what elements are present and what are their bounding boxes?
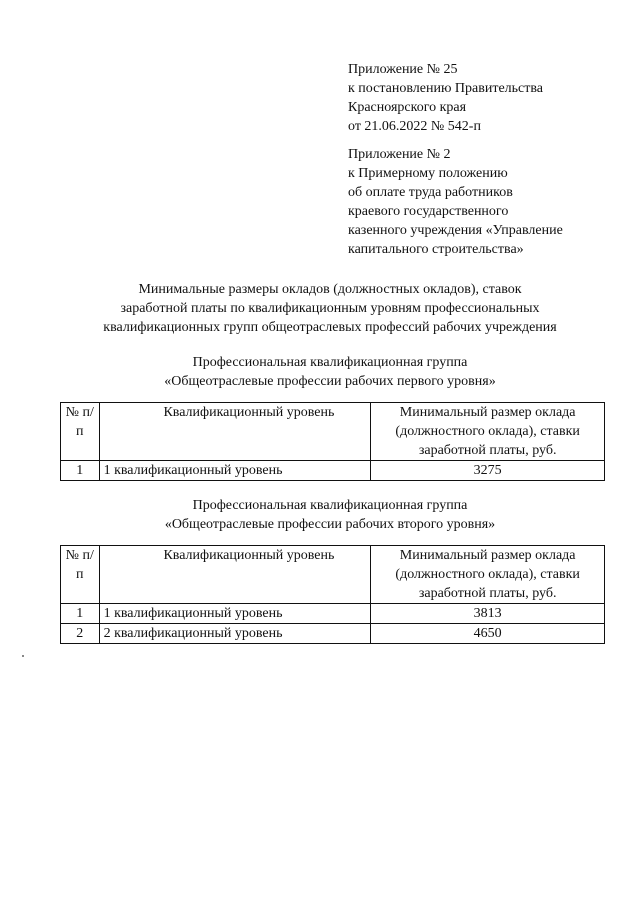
appendix-main-line: Красноярского края [348, 100, 467, 115]
header-salary: Минимальный размер оклада (должностного оклада), ставки заработной платы, руб. [371, 546, 605, 604]
row-level: 1 квалификационный уровень [99, 604, 371, 624]
row-num: 1 [61, 604, 100, 624]
document-title [40, 280, 620, 337]
row-salary: 3275 [371, 461, 605, 481]
row-salary: 3813 [371, 604, 605, 624]
appendix-main-header [348, 60, 628, 136]
header-level: Квалификационный уровень [99, 546, 371, 604]
group2-title-line: Профессиональная квалификационная группа [192, 498, 468, 513]
header-level: Квалификационный уровень [99, 403, 371, 461]
appendix-sub-line: казенного учреждения «Управление [348, 223, 563, 238]
appendix-sub-line: краевого государственного [348, 204, 509, 219]
table-header-row [61, 546, 605, 604]
table-header-row [61, 403, 605, 461]
appendix-sub-header [348, 145, 628, 259]
group2-title [40, 496, 620, 534]
appendix-sub-line: капитального строительства» [348, 242, 524, 257]
appendix-main-line: к постановлению Правительства [348, 81, 544, 96]
group1-salary-table [60, 402, 605, 481]
row-num: 1 [61, 461, 100, 481]
row-level: 1 квалификационный уровень [99, 461, 371, 481]
document-title-line: квалификационных групп общеотраслевых профессий рабочих учреждения [103, 320, 557, 335]
appendix-sub-line: Приложение № 2 [348, 147, 451, 162]
scan-artifact [22, 655, 24, 657]
table-row [61, 604, 605, 624]
appendix-main-line: Приложение № 25 [348, 62, 458, 77]
appendix-sub-line: к Примерному положению [348, 166, 508, 181]
group1-title-line: «Общеотраслевые профессии рабочих первого уровня» [164, 374, 496, 389]
table-row [61, 461, 605, 481]
document-title-line: заработной платы по квалификационным уровням профессиональных [120, 301, 540, 316]
row-num: 2 [61, 624, 100, 644]
group2-salary-table [60, 545, 605, 644]
header-num: № п/п [61, 403, 100, 461]
header-salary: Минимальный размер оклада (должностного оклада), ставки заработной платы, руб. [371, 403, 605, 461]
group1-title [40, 353, 620, 391]
table-row [61, 624, 605, 644]
document-title-line: Минимальные размеры окладов (должностных окладов), ставок [138, 282, 522, 297]
row-level: 2 квалификационный уровень [99, 624, 371, 644]
header-num: № п/п [61, 546, 100, 604]
appendix-sub-line: об оплате труда работников [348, 185, 513, 200]
group1-title-line: Профессиональная квалификационная группа [192, 355, 468, 370]
group2-title-line: «Общеотраслевые профессии рабочих второго уровня» [164, 517, 496, 532]
row-salary: 4650 [371, 624, 605, 644]
appendix-main-line: от 21.06.2022 № 542-п [348, 119, 481, 134]
